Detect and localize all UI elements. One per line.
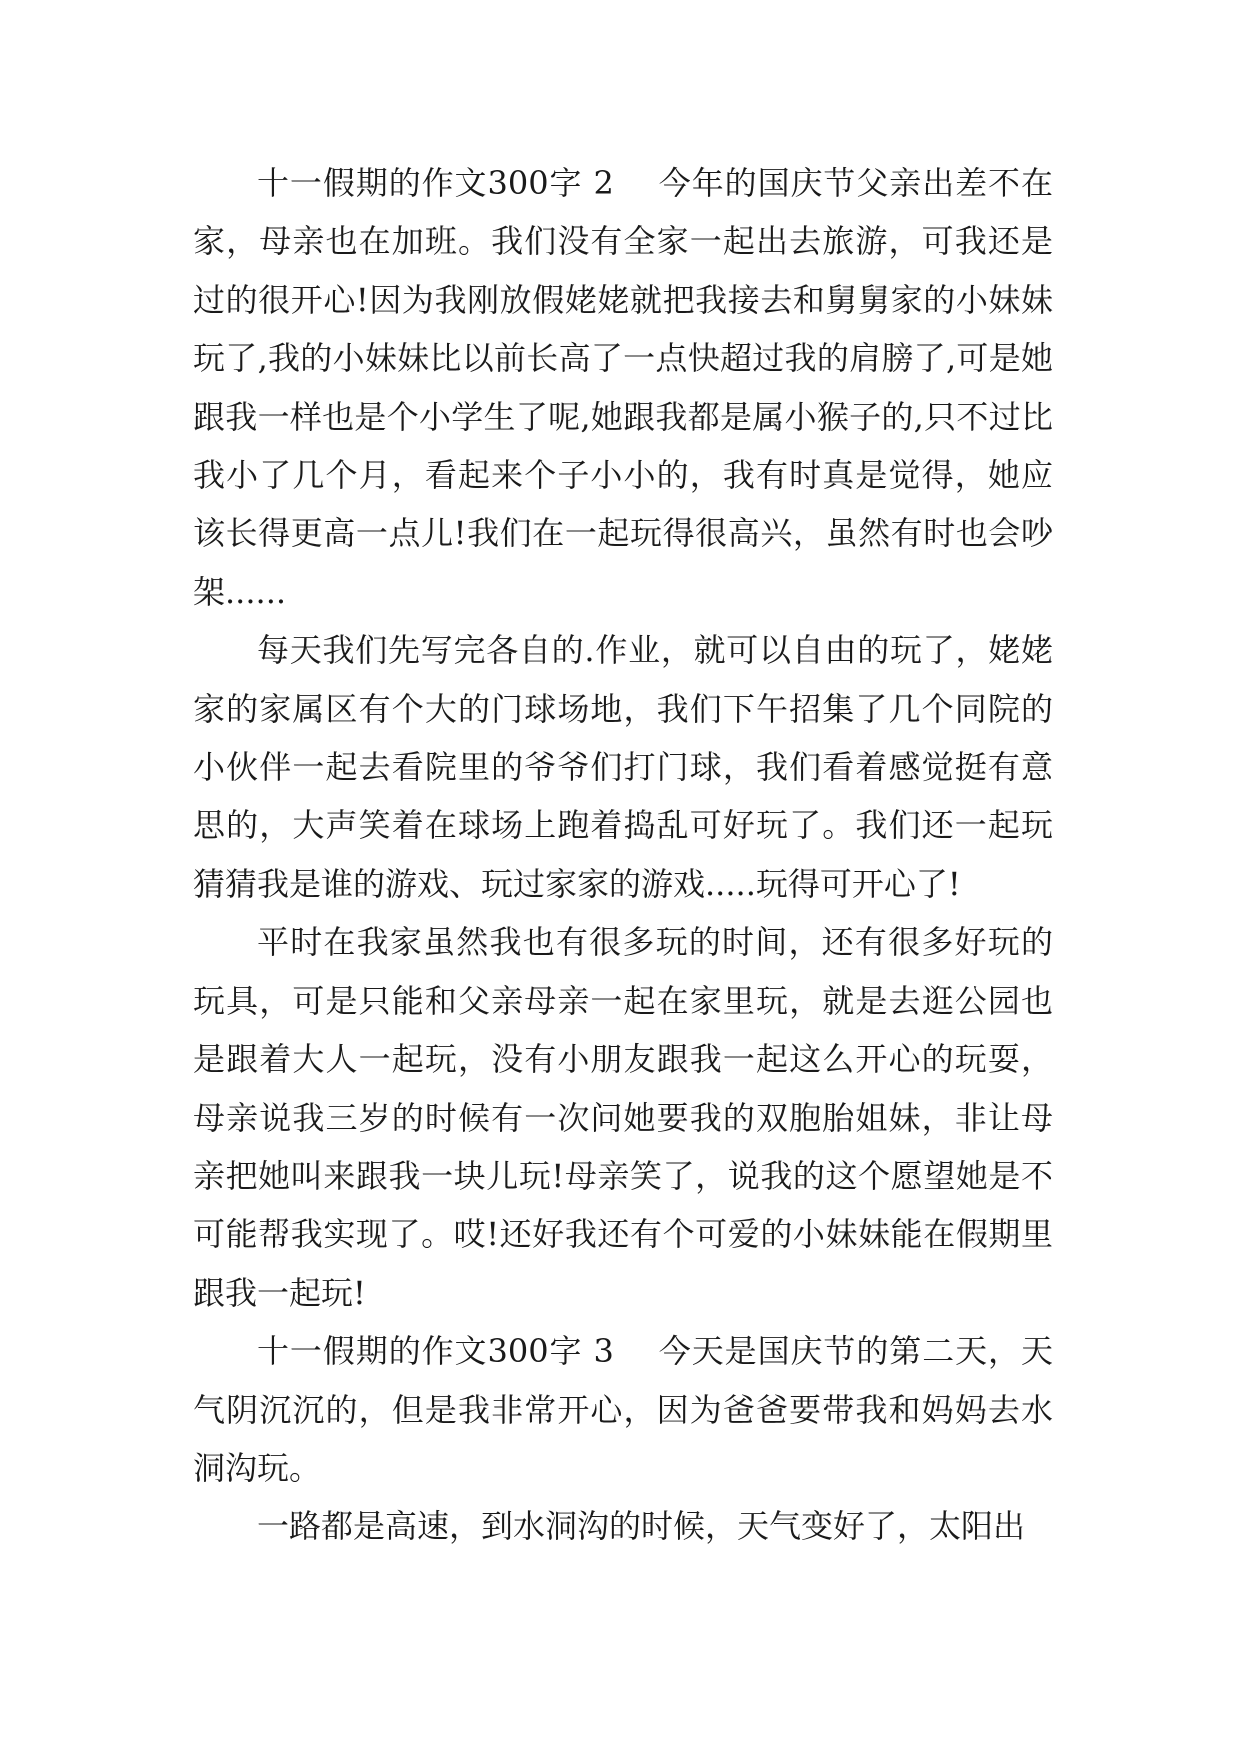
paragraph-3 xyxy=(193,913,1053,1322)
paragraph-2-text: 每天我们先写完各自的.作业，就可以自由的玩了，姥姥家的家属区有个大的门球场地，我们下午招集了几个同院的小伙伴一起去看院里的爷爷们打门球，我们看着感觉挺有意思的，大声笑着在球场上跑着捣乱可好玩了。我们还一起玩猜猜我是谁的游戏、玩过家家的游戏.....玩得可开心了! xyxy=(193,631,1053,903)
paragraph-5-text: 一路都是高速，到水洞沟的时候，天气变好了，太阳出 xyxy=(257,1507,1026,1546)
paragraph-5 xyxy=(193,1497,1053,1555)
paragraph-1 xyxy=(193,154,1053,621)
paragraph-4-text: 今天是国庆节的第二天，天气阴沉沉的，但是我非常开心，因为爸爸要带我和妈妈去水洞沟玩。 xyxy=(193,1332,1053,1487)
paragraph-3-text: 平时在我家虽然我也有很多玩的时间，还有很多好玩的玩具，可是只能和父亲母亲一起在家里玩，就是去逛公园也是跟着大人一起玩，没有小朋友跟我一起这么开心的玩耍，母亲说我三岁的时候有一次问她要我的双胞胎姐妹，非让母亲把她叫来跟我一块儿玩!母亲笑了，说我的这个愿望她是不可能帮我实现了。哎!还好我还有个可爱的小妹妹能在假期里跟我一起玩! xyxy=(193,923,1053,1312)
essay-heading-3: 十一假期的作文300字 3 xyxy=(257,1332,614,1371)
paragraph-2 xyxy=(193,621,1053,913)
essay-body xyxy=(193,154,1053,1556)
essay-heading-2: 十一假期的作文300字 2 xyxy=(257,164,614,202)
paragraph-4 xyxy=(193,1322,1053,1497)
paragraph-1-text: 今年的国庆节父亲出差不在家，母亲也在加班。我们没有全家一起出去旅游，可我还是过的很开心!因为我刚放假姥姥就把我接去和舅舅家的小妹妹玩了,我的小妹妹比以前长高了一点快超过我的肩膀了,可是她跟我一样也是个小学生了呢,她跟我都是属小猴子的,只不过比我小了几个月，看起来个子小小的，我有时真是觉得，她应该长得更高一点儿!我们在一起玩得很高兴，虽然有时也会吵架...... xyxy=(193,164,1053,611)
